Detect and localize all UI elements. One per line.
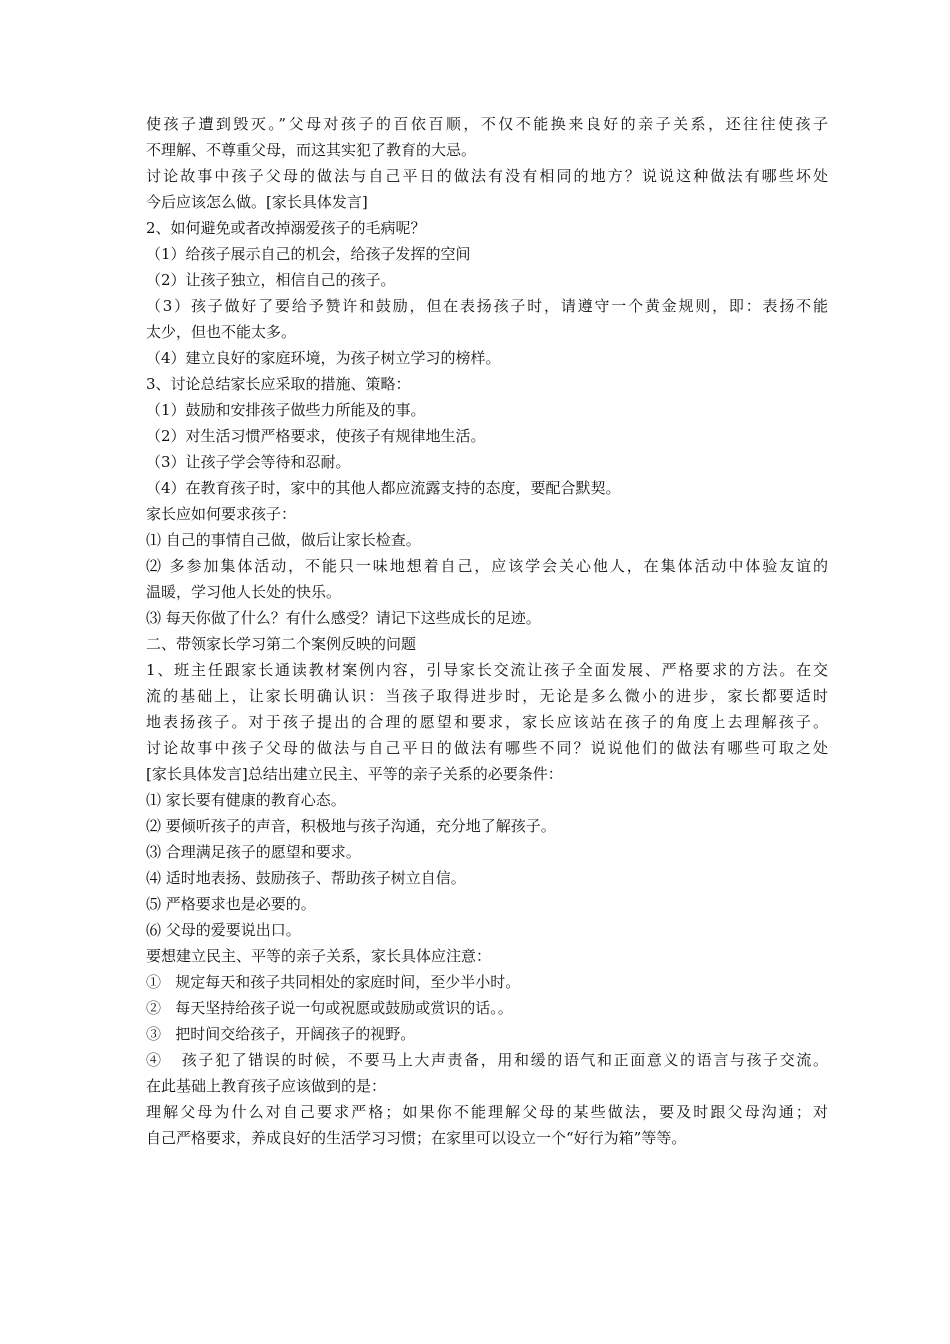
text-line: ② 每天坚持给孩子说一句或祝愿或鼓励或赏识的话。。 (146, 999, 513, 1017)
text-line: （3）让孩子学会等待和忍耐。 (146, 453, 351, 471)
text-line: 自己严格要求，养成良好的生活学习习惯；在家里可以设立一个“好行为箱”等等。 (146, 1129, 687, 1147)
text-line: ① 规定每天和孩子共同相处的家庭时间，至少半小时。 (146, 973, 521, 991)
text-line: 今后应该怎么做。[家长具体发言] (146, 193, 368, 211)
text-line: ⑵ 要倾听孩子的声音，积极地与孩子沟通，充分地了解孩子。 (146, 817, 556, 835)
text-line: 使孩子遭到毁灭。”父母对孩子的百依百顺，不仅不能换来良好的亲子关系，还往往使孩子 (146, 115, 828, 133)
text-line: （1）鼓励和安排孩子做些力所能及的事。 (146, 401, 426, 419)
text-line: （4）在教育孩子时，家中的其他人都应流露支持的态度，要配合默契。 (146, 479, 621, 497)
text-line: 在此基础上教育孩子应该做到的是： (146, 1077, 387, 1095)
text-line: ⑴ 家长要有健康的教育心态。 (146, 791, 346, 809)
text-line: ③ 把时间交给孩子，开阔孩子的视野。 (146, 1025, 416, 1043)
text-line: ⑵ 多参加集体活动，不能只一味地想着自己，应该学会关心他人，在集体活动中体验友谊的 (146, 557, 828, 575)
text-line: 流的基础上，让家长明确认识：当孩子取得进步时，无论是多么微小的进步，家长都要适时 (146, 687, 828, 705)
text-line: ④ 孩子犯了错误的时候，不要马上大声责备，用和缓的语气和正面意义的语言与孩子交流。 (146, 1051, 828, 1069)
text-line: ⑹ 父母的爱要说出口。 (146, 921, 301, 939)
text-line: 家长应如何要求孩子： (146, 505, 297, 523)
text-line: 讨论故事中孩子父母的做法与自己平日的做法有哪些不同？说说他们的做法有哪些可取之处 (146, 739, 828, 757)
text-line: 讨论故事中孩子父母的做法与自己平日的做法有没有相同的地方？说说这种做法有哪些坏处 (146, 167, 828, 185)
text-line: （3）孩子做好了要给予赞许和鼓励，但在表扬孩子时，请遵守一个黄金规则，即：表扬不能 (146, 297, 828, 315)
text-line: 太少，但也不能太多。 (146, 323, 297, 341)
text-line: ⑶ 每天你做了什么？有什么感受？请记下这些成长的足迹。 (146, 609, 541, 627)
text-line: 理解父母为什么对自己要求严格；如果你不能理解父母的某些做法，要及时跟父母沟通；对 (146, 1103, 828, 1121)
text-line: 2、如何避免或者改掉溺爱孩子的毛病呢？ (146, 219, 426, 237)
text-line: 地表扬孩子。对于孩子提出的合理的愿望和要求，家长应该站在孩子的角度上去理解孩子。 (146, 713, 828, 731)
text-line: 二、带领家长学习第二个案例反映的问题 (146, 635, 417, 653)
text-line: （1）给孩子展示自己的机会，给孩子发挥的空间 (146, 245, 471, 263)
text-line: ⑷ 适时地表扬、鼓励孩子、帮助孩子树立自信。 (146, 869, 466, 887)
text-line: 要想建立民主、平等的亲子关系，家长具体应注意： (146, 947, 492, 965)
document-body (146, 111, 828, 1151)
text-line: ⑶ 合理满足孩子的愿望和要求。 (146, 843, 361, 861)
text-line: （4）建立良好的家庭环境，为孩子树立学习的榜样。 (146, 349, 501, 367)
text-line: ⑴ 自己的事情自己做，做后让家长检查。 (146, 531, 421, 549)
text-line: （2）让孩子独立，相信自己的孩子。 (146, 271, 396, 289)
text-line: （2）对生活习惯严格要求，使孩子有规律地生活。 (146, 427, 486, 445)
text-line: [家长具体发言]总结出建立民主、平等的亲子关系的必要条件： (146, 765, 563, 783)
text-line: 3、讨论总结家长应采取的措施、策略： (146, 375, 411, 393)
text-line: 1、班主任跟家长通读教材案例内容，引导家长交流让孩子全面发展、严格要求的方法。在交 (146, 661, 828, 679)
text-line: 温暖，学习他人长处的快乐。 (146, 583, 342, 601)
text-line: 不理解、不尊重父母，而这其实犯了教育的大忌。 (146, 141, 477, 159)
text-line: ⑸ 严格要求也是必要的。 (146, 895, 316, 913)
